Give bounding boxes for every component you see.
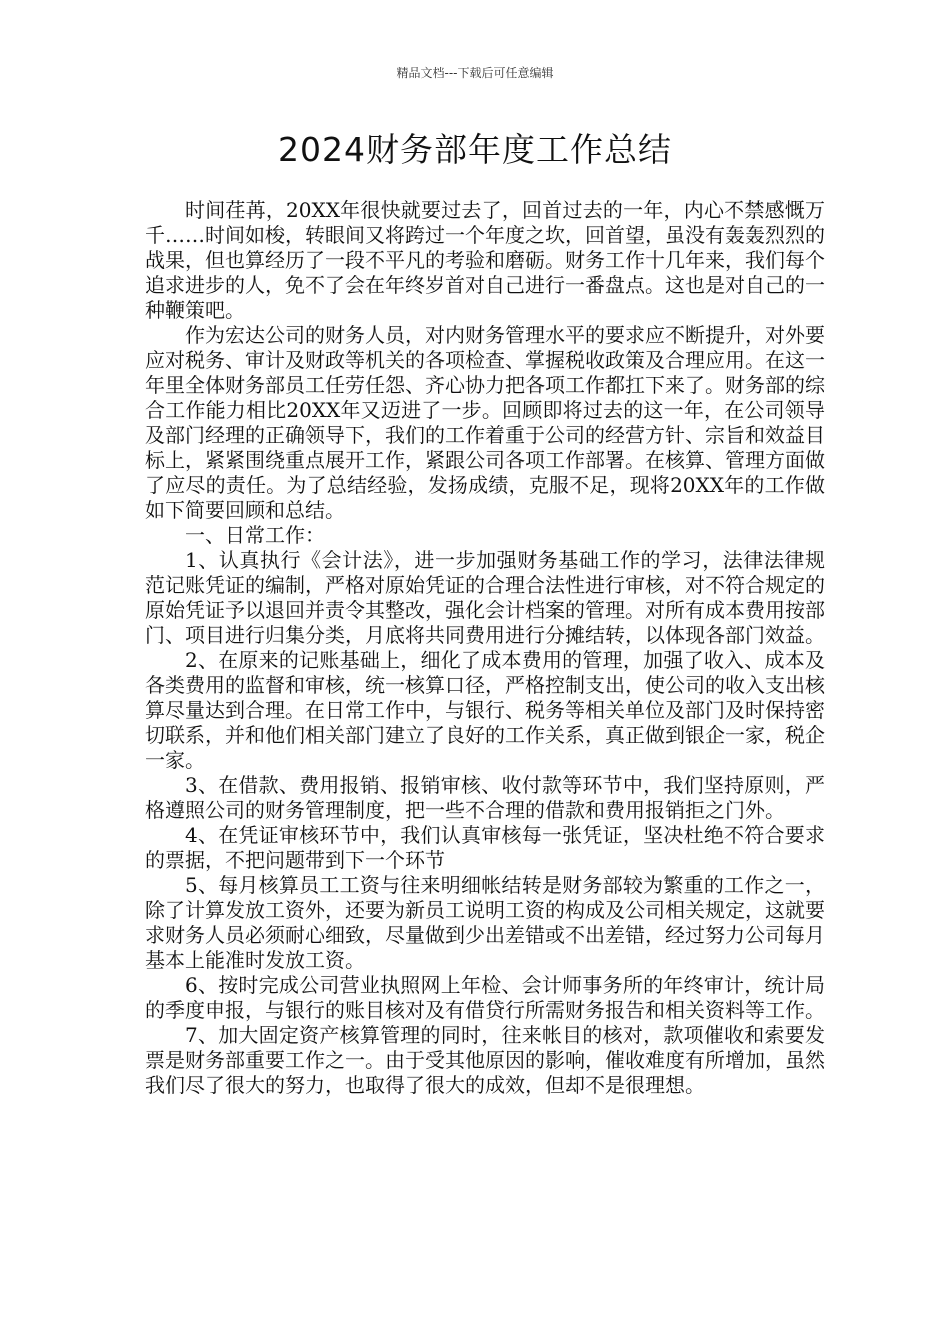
paragraph-item-7: 7、加大固定资产核算管理的同时，往来帐目的核对，款项催收和索要发票是财务部重要工作之一。由于受其他原因的影响，催收难度有所增加，虽然我们尽了很大的努力，也取得了很大的成效，但却不是很理想。 <box>145 1023 825 1097</box>
page-header-note: 精品文档---下载后可任意编辑 <box>396 66 554 80</box>
paragraph-item-2: 2、在原来的记账基础上，细化了成本费用的管理，加强了收入、成本及各类费用的监督和审核，统一核算口径，严格控制支出，使公司的收入支出核算尽量达到合理。在日常工作中，与银行、税务等相关单位及部门及时保持密切联系，并和他们相关部门建立了良好的工作关系，真正做到银企一家，税企一家。 <box>145 648 825 772</box>
paragraph-item-3: 3、在借款、费用报销、报销审核、收付款等环节中，我们坚持原则，严格遵照公司的财务管理制度，把一些不合理的借款和费用报销拒之门外。 <box>145 773 825 822</box>
document-title: 2024财务部年度工作总结 <box>278 130 672 169</box>
paragraph-item-4: 4、在凭证审核环节中，我们认真审核每一张凭证，坚决杜绝不符合要求的票据，不把问题带到下一个环节 <box>145 823 825 872</box>
document-body <box>145 198 825 1098</box>
paragraph-item-5: 5、每月核算员工工资与往来明细帐结转是财务部较为繁重的工作之一，除了计算发放工资外，还要为新员工说明工资的构成及公司相关规定，这就要求财务人员必须耐心细致，尽量做到少出差错或不出差错，经过努力公司每月基本上能准时发放工资。 <box>145 873 825 972</box>
paragraph-item-1: 1、认真执行《会计法》，进一步加强财务基础工作的学习，法律法律规范记账凭证的编制，严格对原始凭证的合理合法性进行审核，对不符合规定的原始凭证予以退回并责令其整改，强化会计档案的管理。对所有成本费用按部门、项目进行归集分类，月底将共同费用进行分摊结转，以体现各部门效益。 <box>145 548 825 647</box>
section-heading-daily-work: 一、日常工作： <box>185 523 325 547</box>
paragraph-overview: 作为宏达公司的财务人员，对内财务管理水平的要求应不断提升，对外要应对税务、审计及财政等机关的各项检查、掌握税收政策及合理应用。在这一年里全体财务部员工任劳任怨、齐心协力把各项工作都扛下来了。财务部的综合工作能力相比20XX年又迈进了一步。回顾即将过去的这一年，在公司领导及部门经理的正确领导下，我们的工作着重于公司的经营方针、宗旨和效益目标上，紧紧围绕重点展开工作，紧跟公司各项工作部署。在核算、管理方面做了应尽的责任。为了总结经验，发扬成绩，克服不足，现将20XX年的工作做如下简要回顾和总结。 <box>145 323 825 522</box>
paragraph-intro: 时间荏苒，20XX年很快就要过去了，回首过去的一年，内心不禁感慨万千……时间如梭，转眼间又将跨过一个年度之坎，回首望，虽没有轰轰烈烈的战果，但也算经历了一段不平凡的考验和磨砺。财务工作十几年来，我们每个追求进步的人，免不了会在年终岁首对自己进行一番盘点。这也是对自己的一种鞭策吧。 <box>145 198 825 322</box>
paragraph-item-6: 6、按时完成公司营业执照网上年检、会计师事务所的年终审计，统计局的季度申报，与银行的账目核对及有借贷行所需财务报告和相关资料等工作。 <box>145 973 825 1022</box>
